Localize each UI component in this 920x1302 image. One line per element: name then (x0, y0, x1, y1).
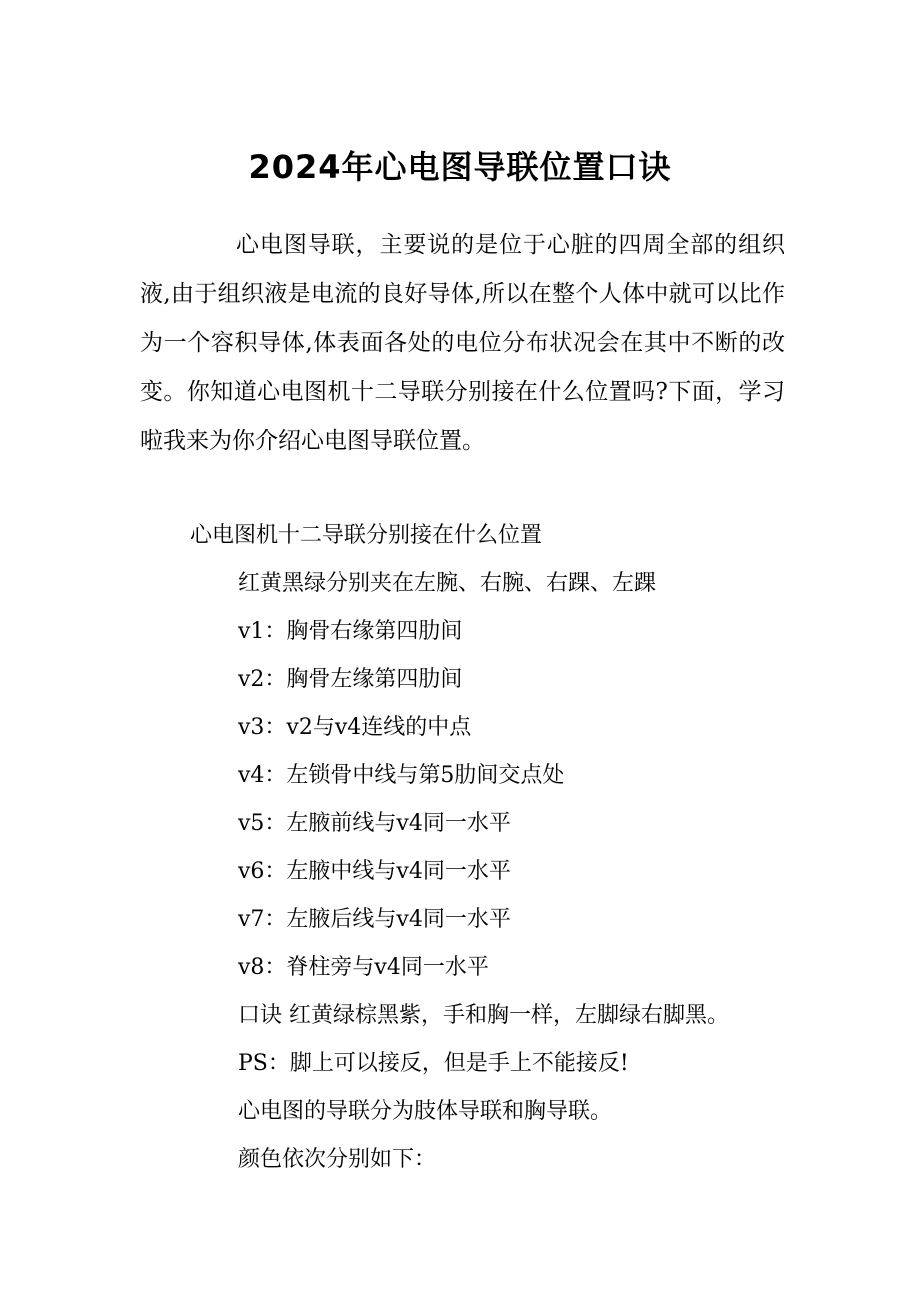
list-item: v7：左腋后线与v4同一水平 (238, 907, 511, 932)
list-item: v4：左锁骨中线与第5肋间交点处 (238, 763, 565, 788)
list-item: v6：左腋中线与v4同一水平 (238, 859, 511, 884)
list-item: v2：胸骨左缘第四肋间 (238, 667, 463, 692)
list-item: PS：脚上可以接反，但是手上不能接反! (238, 1051, 629, 1076)
list-item: 心电图的导联分为肢体导联和胸导联。 (238, 1099, 613, 1124)
section-heading: 心电图机十二导联分别接在什么位置 (190, 523, 543, 548)
list-item: 颜色依次分别如下： (238, 1147, 437, 1172)
intro-paragraph: 心电图导联，主要说的是位于心脏的四周全部的组织液,由于组织液是电流的良好导体,所以在整个人体中就可以比作为一个容积导体,体表面各处的电位分布状况会在其中不断的改变。你知道心电图机十二导联分别接在什么位置吗?下面，学习啦我来为你介绍心电图导联位置。 (140, 232, 785, 454)
list-item: v3：v2与v4连线的中点 (238, 715, 472, 740)
list-item: v1：胸骨右缘第四肋间 (238, 619, 463, 644)
list-item: v8：脊柱旁与v4同一水平 (238, 955, 489, 980)
list-item: 红黄黑绿分别夹在左腕、右腕、右踝、左踝 (238, 571, 657, 596)
list-item: 口诀 红黄绿棕黑紫，手和胸一样，左脚绿右脚黑。 (238, 1003, 729, 1028)
list-item: v5：左腋前线与v4同一水平 (238, 811, 511, 836)
lead-position-list (238, 560, 729, 1184)
document-title: 2024年心电图导联位置口诀 (248, 148, 672, 186)
